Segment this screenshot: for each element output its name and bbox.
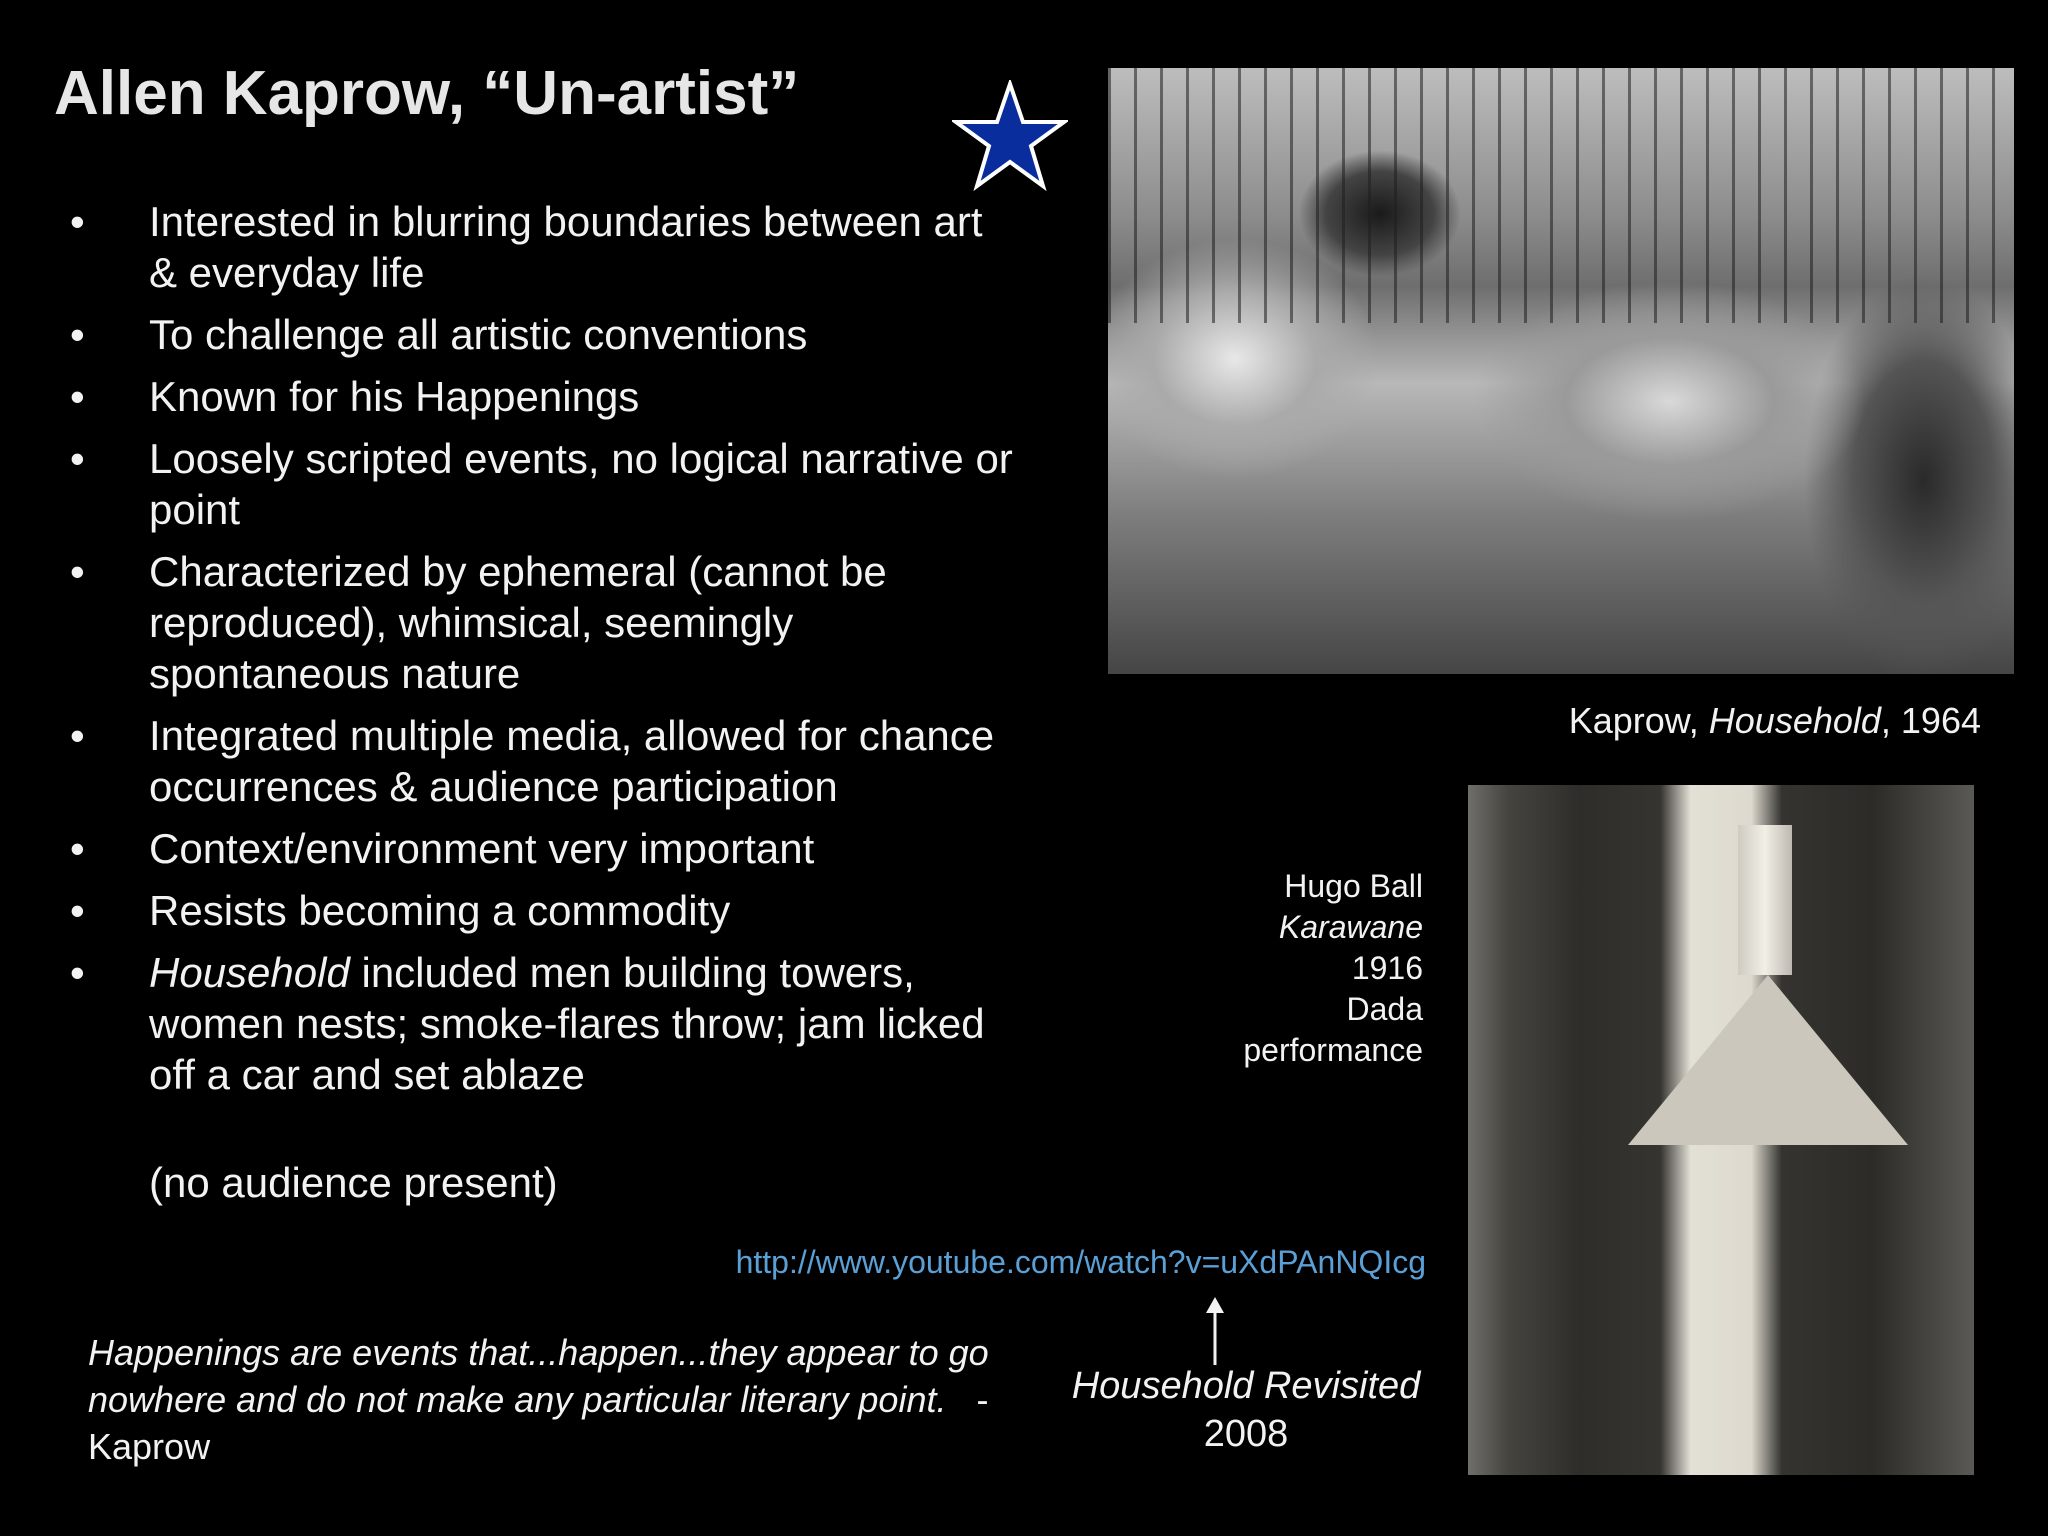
caption-movement: Dada [1346, 991, 1423, 1027]
bullet-list [70, 196, 1020, 1111]
arrow-up-icon [1202, 1297, 1228, 1367]
photo-trees [1108, 68, 2014, 323]
bullet-text: Loosely scripted events, no logical narrative or point [149, 435, 1013, 533]
no-audience-note: (no audience present) [149, 1159, 558, 1206]
bullet-text: Known for his Happenings [149, 373, 640, 420]
photo-cape [1628, 975, 1908, 1145]
household-caption [1569, 700, 1981, 742]
bullet-dot: • [70, 373, 85, 420]
caption-prefix: Kaprow, [1568, 700, 1709, 741]
caption-work: Karawane [1278, 909, 1423, 945]
bullet-item [70, 433, 1020, 535]
hugo-ball-caption [1243, 866, 1423, 1071]
star-icon [952, 80, 1068, 192]
kaprow-quote [88, 1329, 1028, 1470]
slide-title: Allen Kaprow, “Un-artist” [54, 59, 800, 128]
bullet-dot: • [70, 949, 85, 996]
household-photo [1108, 68, 2014, 674]
bullet-dot: • [70, 887, 85, 934]
bullet-item [70, 823, 1020, 874]
household-revisited [1056, 1362, 1436, 1458]
quote-text: Happenings are events that...happen...they appear to go nowhere and do not make any particular literary point. [88, 1332, 989, 1420]
caption-type: performance [1243, 1032, 1423, 1068]
bullet-dot: • [70, 548, 85, 595]
bullet-dot: • [70, 825, 85, 872]
bullet-text: Resists becoming a commodity [149, 887, 731, 934]
bullet-text: Characterized by ephemeral (cannot be reproduced), whimsical, seemingly spontaneous nature [149, 548, 887, 697]
bullet-item [70, 710, 1020, 812]
revisited-title: Household Revisited [1071, 1365, 1421, 1407]
caption-suffix: , 1964 [1880, 700, 1981, 741]
bullet-dot: • [70, 435, 85, 482]
bullet-item [70, 196, 1020, 298]
bullet-item [70, 947, 1020, 1100]
bullet-dot: • [70, 712, 85, 759]
bullet-text: To challenge all artistic conventions [149, 311, 808, 358]
hugo-ball-photo [1468, 785, 1974, 1475]
caption-title: Household [1708, 700, 1881, 741]
caption-year: 1916 [1351, 950, 1423, 986]
bullet-item [70, 546, 1020, 699]
quote-attribution: -Kaprow [88, 1379, 989, 1467]
bullet-item [70, 309, 1020, 360]
youtube-link[interactable]: http://www.youtube.com/watch?v=uXdPAnNQIcg [735, 1244, 1426, 1280]
bullet-dot: • [70, 311, 85, 358]
bullet-item [70, 371, 1020, 422]
bullet-text: Interested in blurring boundaries between art & everyday life [149, 198, 983, 296]
bullet-text: Context/environment very important [149, 825, 815, 872]
bullet-dot: • [70, 198, 85, 245]
bullet-italic-title: Household [149, 949, 350, 996]
bullet-text: included men building towers, women nests; smoke-flares throw; jam licked off a car and set ablaze [149, 949, 985, 1098]
caption-artist: Hugo Ball [1284, 868, 1423, 904]
photo-hat [1738, 825, 1792, 975]
bullet-item [70, 885, 1020, 936]
revisited-year: 2008 [1203, 1413, 1289, 1455]
bullet-text: Integrated multiple media, allowed for chance occurrences & audience participation [149, 712, 995, 810]
